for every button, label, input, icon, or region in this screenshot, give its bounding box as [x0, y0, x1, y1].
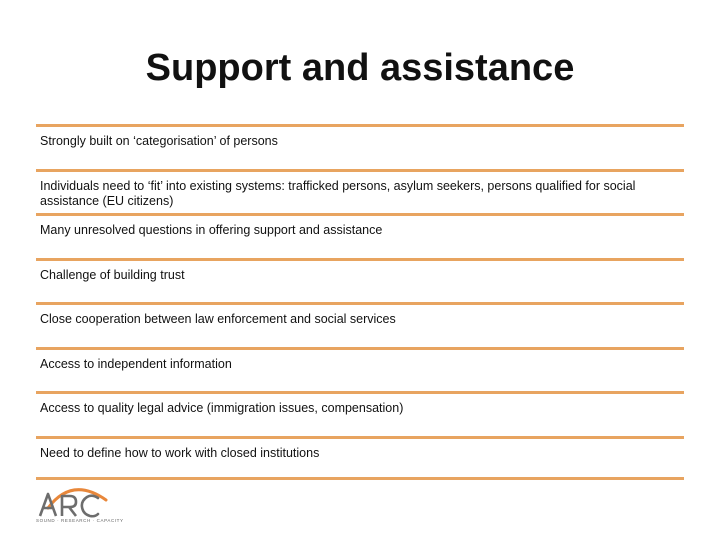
bullet-list: [36, 124, 684, 480]
list-item: Strongly built on ‘categorisation’ of persons: [36, 124, 684, 169]
list-item: Many unresolved questions in offering support and assistance: [36, 213, 684, 258]
list-item: Access to quality legal advice (immigration issues, compensation): [36, 391, 684, 436]
list-item: Access to independent information: [36, 347, 684, 392]
slide-title: Support and assistance: [145, 47, 575, 89]
list-item: Close cooperation between law enforcement and social services: [36, 302, 684, 347]
list-item: Need to define how to work with closed institutions: [36, 436, 684, 480]
list-item: Individuals need to ‘fit’ into existing systems: trafficked persons, asylum seekers, persons qualified for social assistance (EU citizens): [36, 169, 684, 214]
logo-tagline: SOUND · RESEARCH · CAPACITY: [36, 518, 124, 523]
list-item: Challenge of building trust: [36, 258, 684, 303]
